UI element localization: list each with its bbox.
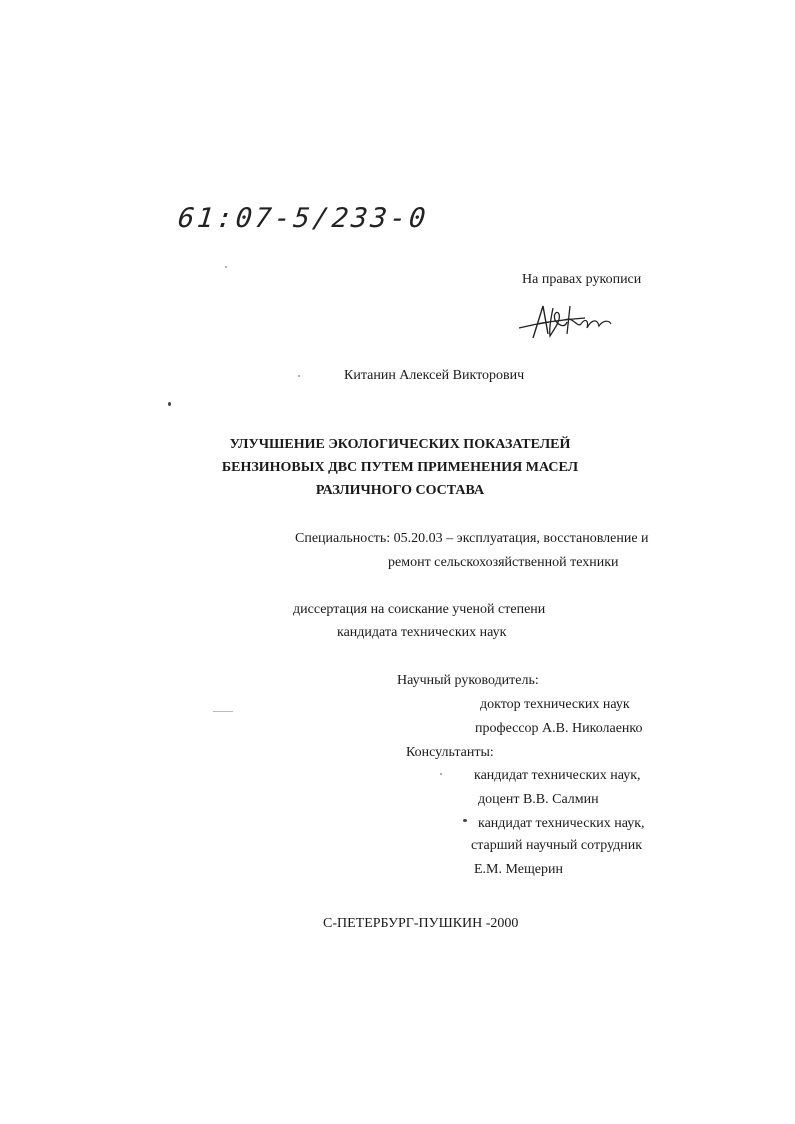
specialty-line-1: Специальность: 05.20.03 – эксплуатация, восстановление и [295, 531, 649, 546]
consultant-2-degree: кандидат технических наук, [478, 816, 645, 831]
consultant-2-name: Е.М. Мещерин [474, 862, 563, 877]
signature-icon [515, 298, 615, 346]
degree-line-2: кандидата технических наук [337, 625, 507, 640]
scan-speck [168, 402, 171, 406]
scan-speck [440, 773, 442, 775]
title-line-2: БЕНЗИНОВЫХ ДВС ПУТЕМ ПРИМЕНЕНИЯ МАСЕЛ [221, 460, 579, 475]
rights-note: На правах рукописи [522, 272, 642, 287]
supervisor-degree: доктор технических наук [480, 697, 630, 712]
consultant-1-degree: кандидат технических наук, [474, 768, 641, 783]
author-name: Китанин Алексей Викторович [344, 368, 525, 383]
archive-number-handwritten: 61:07-5/233-0 [176, 203, 430, 234]
scan-speck [225, 266, 227, 268]
supervisor-label: Научный руководитель: [397, 673, 539, 688]
consultants-label: Консультанты: [406, 745, 494, 760]
scan-speck [298, 375, 300, 377]
title-line-1: УЛУЧШЕНИЕ ЭКОЛОГИЧЕСКИХ ПОКАЗАТЕЛЕЙ [229, 437, 571, 452]
scan-speck [463, 819, 467, 822]
consultant-1-name: доцент В.В. Салмин [478, 792, 599, 807]
specialty-line-2: ремонт сельскохозяйственной техники [388, 555, 619, 570]
degree-line-1: диссертация на соискание ученой степени [293, 602, 546, 617]
consultant-2-title: старший научный сотрудник [471, 838, 643, 853]
scan-speck [213, 711, 233, 712]
supervisor-name: профессор А.В. Николаенко [475, 721, 643, 736]
dissertation-title [200, 433, 600, 502]
title-line-3: РАЗЛИЧНОГО СОСТАВА [315, 483, 485, 498]
place-year: С-ПЕТЕРБУРГ-ПУШКИН -2000 [323, 916, 519, 931]
